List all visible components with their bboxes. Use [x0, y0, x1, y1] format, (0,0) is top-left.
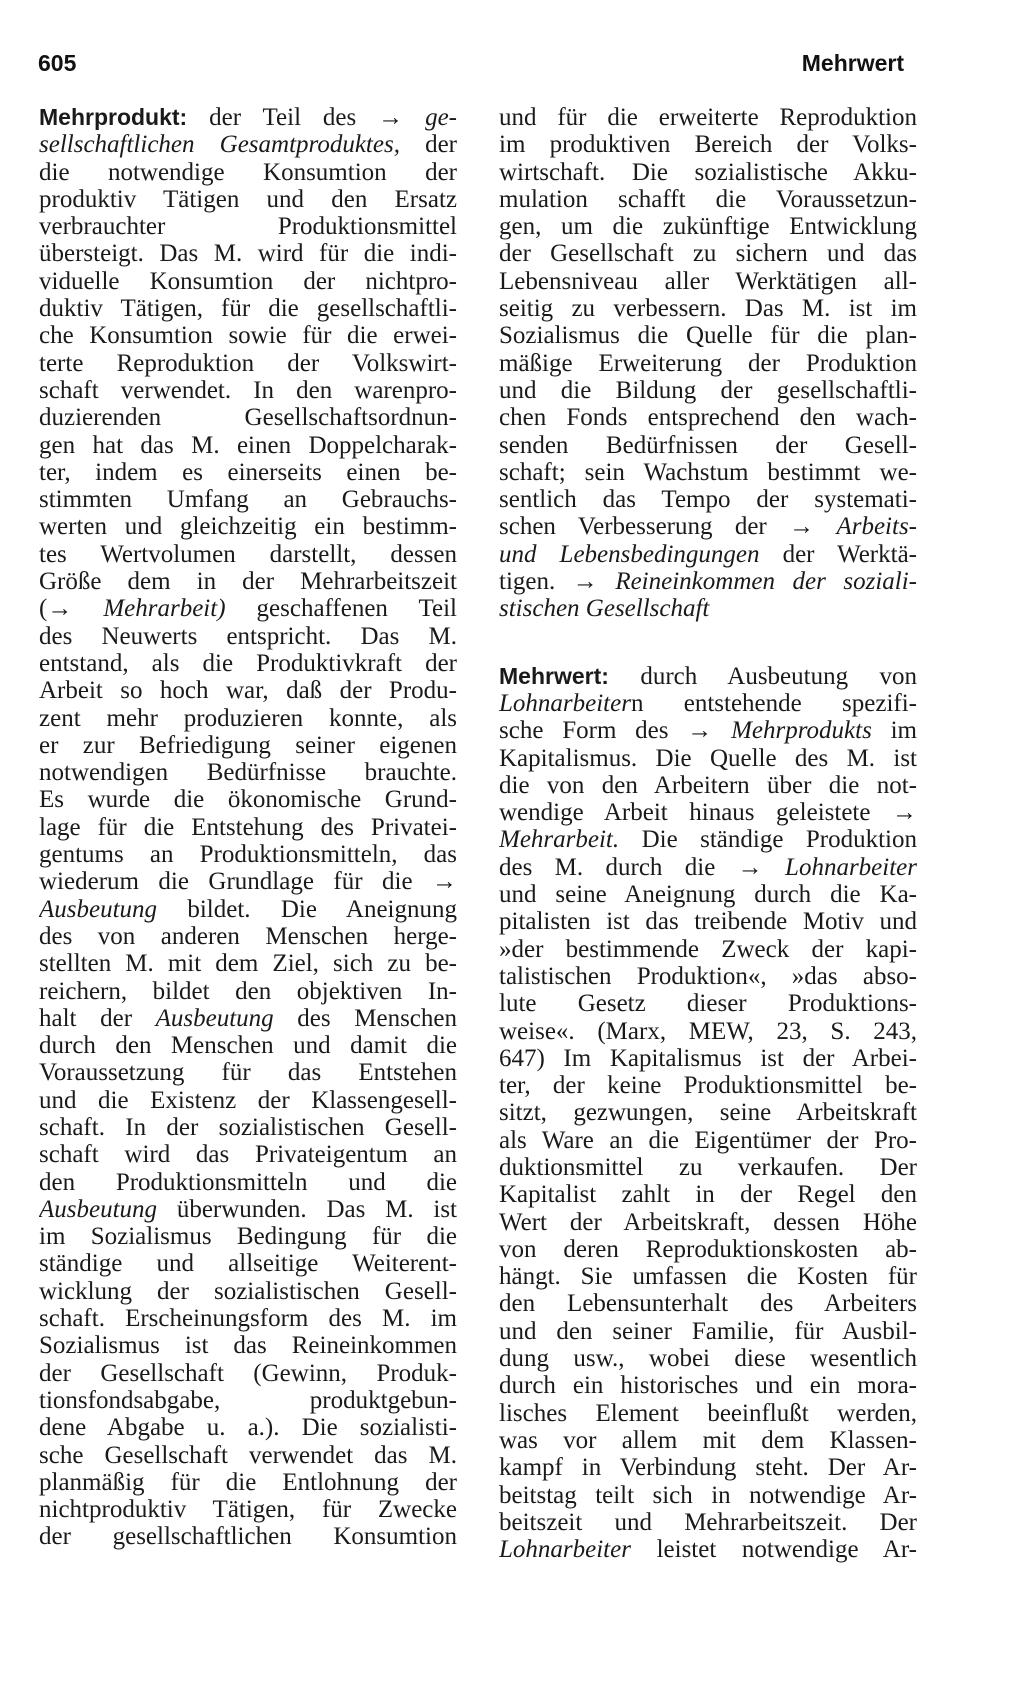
text-line: Lohnarbeitern entstehende spezifi-: [499, 689, 917, 717]
text-line: 647) Im Kapitalismus ist der Arbei-: [499, 1044, 917, 1072]
text-line: tigen. → Reineinkommen der soziali-: [499, 568, 917, 596]
text-line: Arbeit so hoch war, daß der Produ-: [39, 677, 457, 705]
text-line: schaft. Erscheinungsform des M. im: [39, 1305, 457, 1333]
text-line: Mehrarbeit. Die ständige Produktion: [499, 826, 917, 854]
text-line: wicklung der sozialistischen Gesell-: [39, 1277, 457, 1305]
text-line: sellschaftlichen Gesamtproduktes, der: [39, 131, 457, 159]
text-line: seitig zu verbessern. Das M. ist im: [499, 295, 917, 323]
text-line: verbrauchter Produktionsmittel: [39, 213, 457, 241]
column-right: [499, 104, 917, 1563]
text-line: Lebensniveau aller Werktätigen all-: [499, 267, 917, 295]
entry-body-mehrwert: [499, 690, 917, 1564]
text-line: terte Reproduktion der Volkswirt-: [39, 349, 457, 377]
headword-mehrprodukt: Mehrprodukt:: [39, 104, 188, 130]
text-line: schaft wird das Privateigentum an: [39, 1141, 457, 1169]
text-line: und seine Aneignung durch die Ka-: [499, 881, 917, 909]
text-line: tes Wertvolumen darstellt, dessen: [39, 540, 457, 568]
text-line: Kapitalist zahlt in der Regel den: [499, 1181, 917, 1209]
text-line: schaft; sein Wachstum bestimmt we-: [499, 458, 917, 486]
text-line: Voraussetzung für das Entstehen: [39, 1059, 457, 1087]
text-line: Wert der Arbeitskraft, dessen Höhe: [499, 1208, 917, 1236]
text-line: mäßige Erweiterung der Produktion: [499, 349, 917, 377]
text-line: »der bestimmende Zweck der kapi-: [499, 935, 917, 963]
text-line: nichtproduktiv Tätigen, für Zwecke: [39, 1496, 457, 1524]
text-line: pitalisten ist das treibende Motiv und: [499, 908, 917, 936]
page-number: 605: [38, 50, 77, 76]
text-line: hängt. Sie umfassen die Kosten für: [499, 1263, 917, 1291]
text-line: dene Abgabe u. a.). Die sozialisti-: [39, 1414, 457, 1442]
text-line: die notwendige Konsumtion der: [39, 158, 457, 186]
text-line: und Lebensbedingungen der Werktä-: [499, 540, 917, 568]
entry-continuation: [499, 104, 917, 623]
text-line: duzierenden Gesellschaftsordnun-: [39, 404, 457, 432]
text-line: schaft verwendet. In den warenpro-: [39, 376, 457, 404]
text-line: Es wurde die ökonomische Grund-: [39, 786, 457, 814]
text-line: lute Gesetz dieser Produktions-: [499, 990, 917, 1018]
text-line: gentums an Produktionsmitteln, das: [39, 841, 457, 869]
text-line: übersteigt. Das M. wird für die indi-: [39, 240, 457, 268]
text-line: Ausbeutung bildet. Die Aneignung: [39, 895, 457, 923]
text-line: Ausbeutung überwunden. Das M. ist: [39, 1195, 457, 1223]
text-line: sitzt, gezwungen, seine Arbeitskraft: [499, 1099, 917, 1127]
text-line: Sozialismus ist das Reineinkommen: [39, 1332, 457, 1360]
text-line: entstand, als die Produktivkraft der: [39, 649, 457, 677]
text-line: den Lebensunterhalt des Arbeiters: [499, 1290, 917, 1318]
text-line: im produktiven Bereich der Volks-: [499, 131, 917, 159]
text-line: lisches Element beeinflußt werden,: [499, 1399, 917, 1427]
text-line: gen hat das M. einen Doppelcharak-: [39, 431, 457, 459]
text-line: wirtschaft. Die sozialistische Akku-: [499, 158, 917, 186]
text-line: sche Gesellschaft verwendet das M.: [39, 1441, 457, 1469]
text-line: planmäßig für die Entlohnung der: [39, 1468, 457, 1496]
text-line: stimmten Umfang an Gebrauchs-: [39, 486, 457, 514]
text-line: was vor allem mit dem Klassen-: [499, 1426, 917, 1454]
text-line: wendige Arbeit hinaus geleistete →: [499, 799, 917, 827]
text-line: und die Existenz der Klassengesell-: [39, 1086, 457, 1114]
text-line: halt der Ausbeutung des Menschen: [39, 1004, 457, 1032]
text-line: duktiv Tätigen, für die gesellschaftli-: [39, 295, 457, 323]
text-line: sentlich das Tempo der systemati-: [499, 486, 917, 514]
text-line: (→ Mehrarbeit) geschaffenen Teil: [39, 595, 457, 623]
text-line: kampf in Verbindung steht. Der Ar-: [499, 1454, 917, 1482]
text-line: die von den Arbeitern über die not-: [499, 771, 917, 799]
text-line: des Neuwerts entspricht. Das M.: [39, 622, 457, 650]
text-line: und die Bildung der gesellschaftli-: [499, 376, 917, 404]
text-line: duktionsmittel zu verkaufen. Der: [499, 1153, 917, 1181]
text-line: beitstag teilt sich in notwendige Ar-: [499, 1481, 917, 1509]
text-line: gen, um die zukünftige Entwicklung: [499, 213, 917, 241]
entry-first-line-italic: ge-: [425, 104, 457, 131]
text-line: schaft. In der sozialistischen Gesell-: [39, 1113, 457, 1141]
text-line: von deren Reproduktionskosten ab-: [499, 1235, 917, 1263]
text-line: mulation schafft die Voraussetzun-: [499, 185, 917, 213]
text-line: der Gesellschaft zu sichern und das: [499, 240, 917, 268]
text-line: beitszeit und Mehrarbeitszeit. Der: [499, 1508, 917, 1536]
text-line: des von anderen Menschen herge-: [39, 922, 457, 950]
text-line: lage für die Entstehung des Privatei-: [39, 813, 457, 841]
text-line: zent mehr produzieren konnte, als: [39, 704, 457, 732]
text-line: und für die erweiterte Reproduktion: [499, 104, 917, 131]
entry-first-line-text: der Teil des →: [187, 104, 426, 131]
entry-first-line: [499, 663, 917, 690]
text-line: ter, der keine Produktionsmittel be-: [499, 1072, 917, 1100]
text-line: weise«. (Marx, MEW, 23, S. 243,: [499, 1017, 917, 1045]
text-line: Größe dem in der Mehrarbeitszeit: [39, 568, 457, 596]
text-line: des M. durch die → Lohnarbeiter: [499, 853, 917, 881]
text-line: dung usw., wobei diese wesentlich: [499, 1345, 917, 1373]
running-head: Mehrwert: [801, 50, 904, 76]
text-line: schen Verbesserung der → Arbeits-: [499, 513, 917, 541]
text-line: talistischen Produktion«, »das abso-: [499, 962, 917, 990]
text-line: stischen Gesellschaft: [499, 595, 710, 623]
text-line: als Ware an die Eigentümer der Pro-: [499, 1126, 917, 1154]
text-line: ter, indem es einerseits einen be-: [39, 458, 457, 486]
text-line: wiederum die Grundlage für die →: [39, 868, 457, 896]
column-left: [39, 104, 457, 1551]
text-line: und den seiner Familie, für Ausbil-: [499, 1317, 917, 1345]
text-line: den Produktionsmitteln und die: [39, 1168, 457, 1196]
text-line: chen Fonds entsprechend den wach-: [499, 404, 917, 432]
entry-first-line-text: durch Ausbeutung von: [608, 662, 917, 690]
text-line: che Konsumtion sowie für die erwei-: [39, 322, 457, 350]
text-line: ständige und allseitige Weiterent-: [39, 1250, 457, 1278]
text-line: Sozialismus die Quelle für die plan-: [499, 322, 917, 350]
text-line: der Gesellschaft (Gewinn, Produk-: [39, 1359, 457, 1387]
text-line: im Sozialismus Bedingung für die: [39, 1223, 457, 1251]
text-line: senden Bedürfnissen der Gesell-: [499, 431, 917, 459]
text-line: er zur Befriedigung seiner eigenen: [39, 731, 457, 759]
text-line: stellten M. mit dem Ziel, sich zu be-: [39, 950, 457, 978]
text-line: der gesellschaftlichen Konsumtion: [39, 1523, 457, 1551]
text-line: sche Form des → Mehrprodukts im: [499, 717, 917, 745]
text-line: viduelle Konsumtion der nichtpro-: [39, 267, 457, 295]
text-line: produktiv Tätigen und den Ersatz: [39, 185, 457, 213]
entry-first-line: [39, 104, 457, 131]
text-line: durch den Menschen und damit die: [39, 1032, 457, 1060]
text-line: Kapitalismus. Die Quelle des M. ist: [499, 744, 917, 772]
text-line: reichern, bildet den objektiven In-: [39, 977, 457, 1005]
text-line: durch ein historisches und ein mora-: [499, 1372, 917, 1400]
entry-body-mehrprodukt: [39, 131, 457, 1550]
text-line: tionsfondsabgabe, produktgebun-: [39, 1386, 457, 1414]
entry-separator: [499, 623, 917, 663]
text-line: werten und gleichzeitig ein bestimm-: [39, 513, 457, 541]
text-line: Lohnarbeiter leistet notwendige Ar-: [499, 1536, 917, 1564]
text-line: notwendigen Bedürfnisse brauchte.: [39, 759, 457, 787]
headword-mehrwert: Mehrwert:: [499, 662, 609, 689]
